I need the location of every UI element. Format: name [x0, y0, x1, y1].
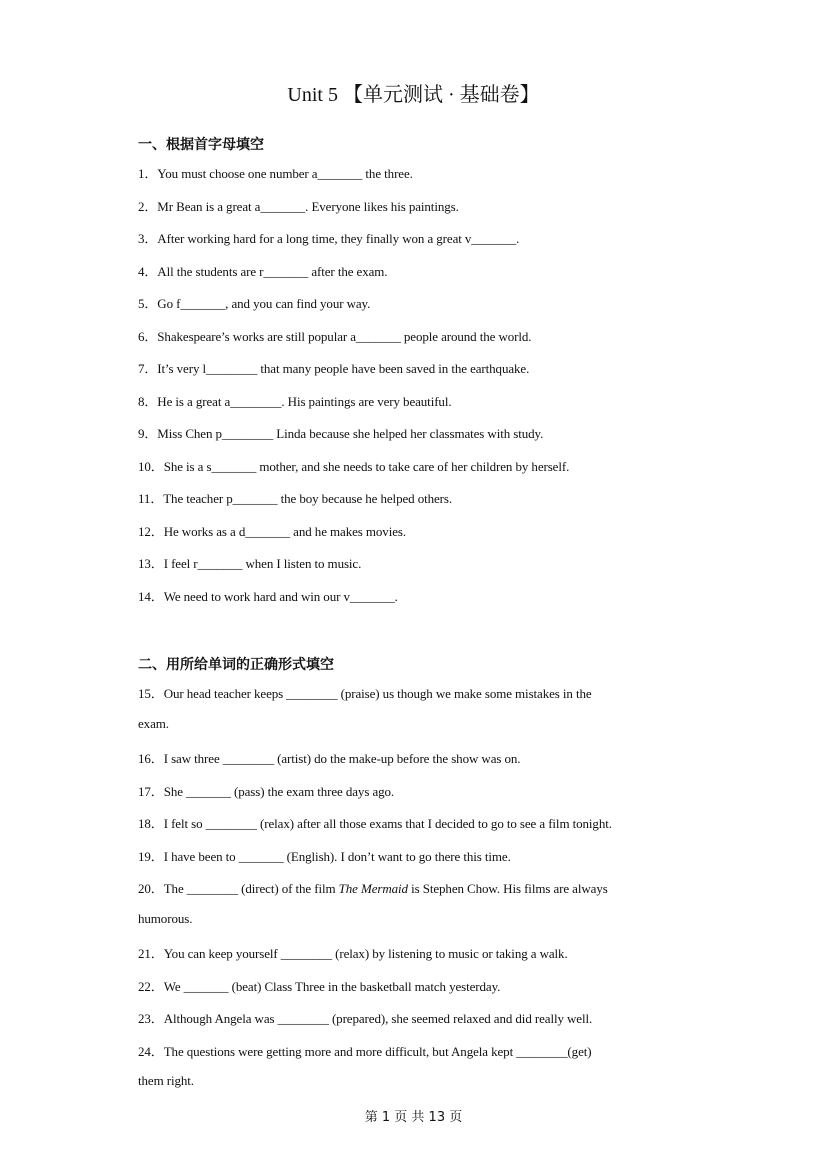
question-20-start: 20．The ________ (direct) of the film — [138, 881, 339, 896]
question-12: 12．He works as a d_______ and he makes movies. — [138, 524, 406, 539]
question-17: 17．She _______ (pass) the exam three days ago. — [138, 784, 395, 799]
question-21: 21．You can keep yourself ________ (relax) by listening to music or taking a walk. — [138, 946, 568, 961]
question-8: 8．He is a great a________. His paintings are very beautiful. — [138, 394, 452, 409]
question-9: 9．Miss Chen p________ Linda because she helped her classmates with study. — [138, 426, 544, 441]
film-title: The Mermaid — [338, 881, 408, 896]
section-2-title: 二、用所给单词的正确形式填空 — [138, 657, 334, 673]
question-16: 16．I saw three ________ (artist) do the make-up before the show was on. — [138, 751, 521, 766]
question-23: 23．Although Angela was ________ (prepared), she seemed relaxed and did really well. — [138, 1011, 593, 1026]
question-14: 14．We need to work hard and win our v_______. — [138, 589, 398, 604]
question-10: 10．She is a s_______ mother, and she needs to take care of her children by herself. — [138, 459, 570, 474]
question-20-continued: humorous. — [138, 911, 193, 926]
question-11: 11．The teacher p_______ the boy because he helped others. — [138, 491, 453, 506]
page-title: Unit 5 【单元测试 · 基础卷】 — [287, 84, 540, 106]
question-20 — [138, 878, 608, 897]
question-15: 15．Our head teacher keeps ________ (praise) us though we make some mistakes in the — [138, 686, 592, 701]
question-1: 1．You must choose one number a_______ the three. — [138, 166, 413, 181]
question-2: 2．Mr Bean is a great a_______. Everyone likes his paintings. — [138, 199, 459, 214]
question-24: 24．The questions were getting more and more difficult, but Angela kept ________(get) — [138, 1044, 592, 1059]
question-13: 13．I feel r_______ when I listen to music. — [138, 556, 362, 571]
question-19: 19．I have been to _______ (English). I don’t want to go there this time. — [138, 849, 511, 864]
question-4: 4．All the students are r_______ after the exam. — [138, 264, 388, 279]
question-20-end: is Stephen Chow. His films are always — [407, 881, 608, 896]
question-18: 18．I felt so ________ (relax) after all those exams that I decided to go to see a film tonight. — [138, 816, 612, 831]
question-7: 7．It’s very l________ that many people have been saved in the earthquake. — [138, 361, 530, 376]
section-1-title: 一、根据首字母填空 — [138, 137, 264, 153]
page-footer: 第 1 页 共 13 页 — [364, 1110, 463, 1125]
question-5: 5．Go f_______, and you can find your way. — [138, 296, 371, 311]
question-22: 22．We _______ (beat) Class Three in the basketball match yesterday. — [138, 979, 501, 994]
question-3: 3．After working hard for a long time, they finally won a great v_______. — [138, 231, 520, 246]
question-6: 6．Shakespeare’s works are still popular a_______ people around the world. — [138, 329, 532, 344]
question-24-continued: them right. — [138, 1073, 194, 1088]
question-15-continued: exam. — [138, 716, 169, 731]
